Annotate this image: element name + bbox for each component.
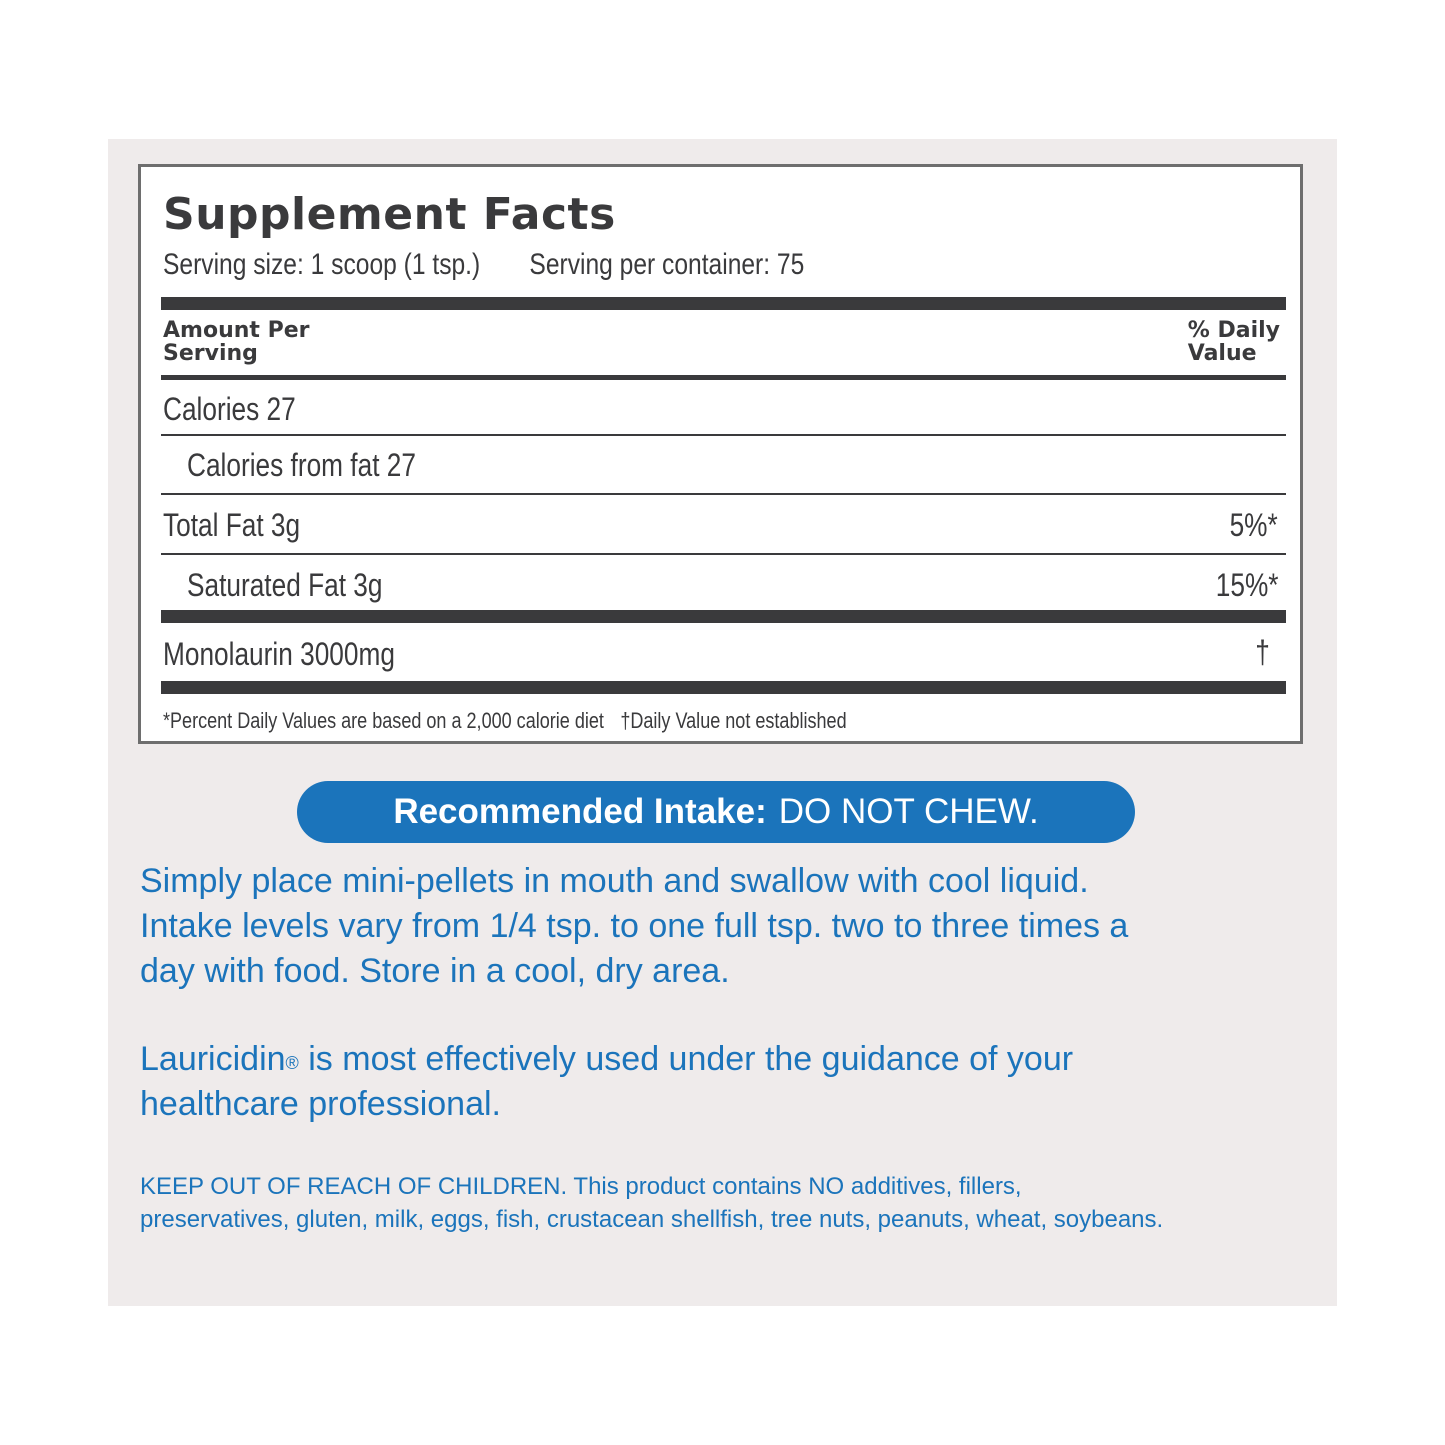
- footnote-dagger: †Daily Value not established: [620, 708, 847, 733]
- saturated-fat-label: Saturated Fat 3g: [187, 567, 383, 603]
- warning-line1: KEEP OUT OF REACH OF CHILDREN. This product contains NO additives, fillers,: [140, 1173, 1022, 1200]
- amount-header-line1: Amount Per: [163, 318, 310, 343]
- thin-divider: [161, 493, 1286, 495]
- facts-title: Supplement Facts: [163, 189, 616, 240]
- directions-line3: day with food. Store in a cool, dry area.: [140, 952, 730, 990]
- guidance-line1-rest: is most effectively used under the guidance of your: [298, 1040, 1074, 1078]
- thick-divider: [161, 297, 1286, 310]
- daily-value-header: [1188, 319, 1280, 365]
- total-fat-label: Total Fat 3g: [163, 507, 301, 543]
- thick-divider: [161, 681, 1286, 694]
- footnote-percent: *Percent Daily Values are based on a 2,000 calorie diet: [163, 708, 604, 733]
- medium-divider: [161, 375, 1286, 380]
- guidance-text: [140, 1037, 1320, 1127]
- amount-header-line2: Serving: [163, 341, 258, 366]
- thick-divider: [161, 610, 1286, 623]
- calories-label: Calories 27: [163, 391, 296, 427]
- dv-header-line2: Value: [1187, 341, 1257, 366]
- registered-mark: ®: [285, 1053, 299, 1073]
- thin-divider: [161, 434, 1286, 436]
- total-fat-dv: 5%*: [1229, 507, 1278, 543]
- directions-text: [140, 859, 1320, 994]
- intake-instruction: DO NOT CHEW.: [778, 792, 1039, 831]
- warning-line2: preservatives, gluten, milk, eggs, fish, crustacean shellfish, tree nuts, peanuts, wheat, soybeans.: [140, 1206, 1164, 1233]
- serving-size: Serving size: 1 scoop (1 tsp.): [163, 248, 481, 281]
- guidance-line1: [140, 1037, 1320, 1082]
- serving-info: [163, 247, 804, 283]
- monolaurin-label: Monolaurin 3000mg: [163, 636, 395, 672]
- warning-text: [140, 1170, 1330, 1236]
- recommended-intake-banner: [297, 781, 1135, 843]
- label-panel: [108, 139, 1337, 1306]
- saturated-fat-dv: 15%*: [1215, 567, 1278, 603]
- supplement-facts-box: [138, 164, 1303, 744]
- servings-per-container: Serving per container: 75: [529, 248, 805, 281]
- dv-header-line1: % Daily: [1187, 318, 1280, 343]
- brand-name: Lauricidin: [140, 1040, 286, 1078]
- amount-per-serving-header: [163, 319, 309, 365]
- calories-from-fat-label: Calories from fat 27: [187, 447, 416, 483]
- thin-divider: [161, 553, 1286, 555]
- facts-footnote: [163, 707, 847, 735]
- guidance-line2: healthcare professional.: [140, 1085, 502, 1123]
- directions-line2: Intake levels vary from 1/4 tsp. to one full tsp. two to three times a: [140, 907, 1129, 945]
- directions-line1: Simply place mini-pellets in mouth and swallow with cool liquid.: [140, 862, 1089, 900]
- monolaurin-dv: †: [1255, 634, 1270, 670]
- intake-label: Recommended Intake:: [393, 792, 767, 831]
